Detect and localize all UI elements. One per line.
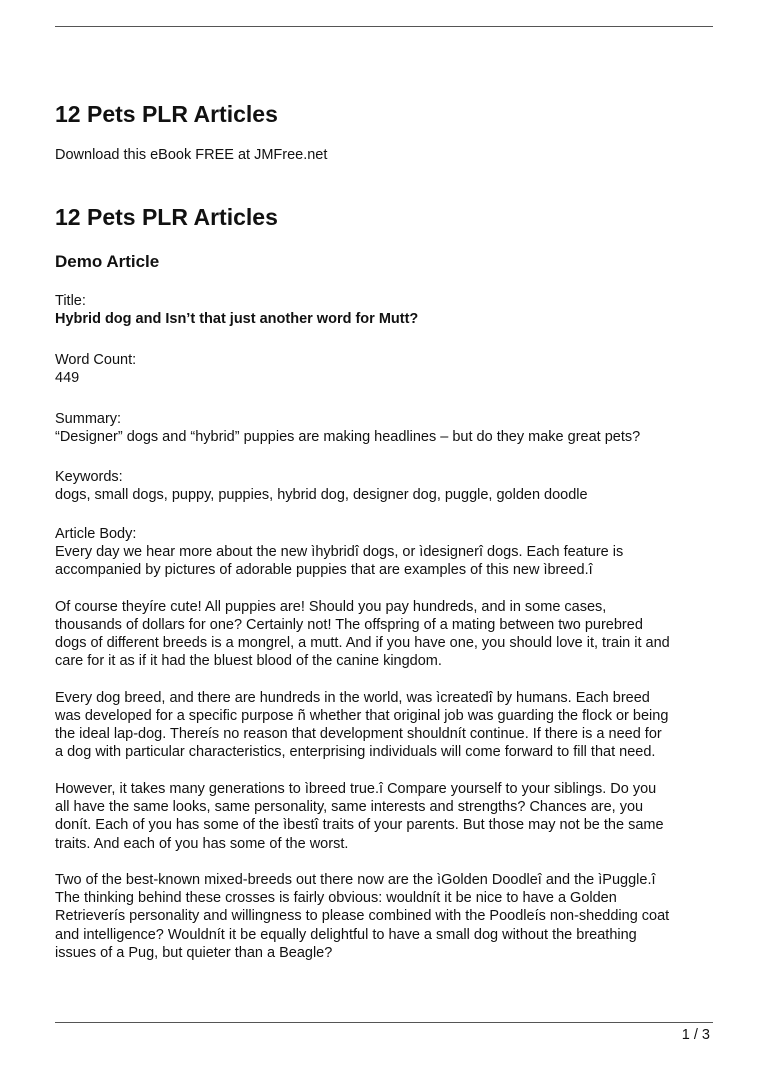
body-line: donít. Each of you has some of the ìbestî traits of your parents. But those may not be the same — [55, 817, 664, 834]
body-line: Two of the best-known mixed-breeds out there now are the ìGolden Doodleî and the ìPuggle.î — [55, 872, 656, 889]
body-line: accompanied by pictures of adorable puppies that are examples of this new ìbreed.î — [55, 562, 593, 579]
summary-value: “Designer” dogs and “hybrid” puppies are making headlines – but do they make great pets? — [55, 429, 641, 445]
body-line: was developed for a specific purpose ñ whether that original job was guarding the flock or being — [55, 708, 669, 725]
section-title: 12 Pets PLR Articles — [55, 204, 278, 230]
download-note: Download this eBook FREE at JMFree.net — [55, 147, 328, 163]
body-line: Of course theyíre cute! All puppies are! Should you pay hundreds, and in some cases, — [55, 598, 607, 615]
article-body — [55, 543, 723, 980]
word-count-label: Word Count: — [55, 352, 137, 368]
body-line: traits. And each of you has some of the worst. — [55, 835, 349, 852]
body-line: a dog with particular characteristics, enterprising individuals will come forward to fill that need. — [55, 744, 656, 761]
article-body-label: Article Body: — [55, 526, 137, 542]
body-line: the ideal lap-dog. Thereís no reason that development shouldnít continue. If there is a need for — [55, 726, 662, 743]
body-line: Retrieverís personality and willingness to please combined with the Poodleís non-shedding coat — [55, 908, 670, 925]
document-title: 12 Pets PLR Articles — [55, 101, 278, 127]
top-divider — [55, 26, 713, 27]
body-line: all have the same looks, same personality, same interests and strengths? Chances are, you — [55, 799, 644, 816]
title-label: Title: — [55, 293, 86, 309]
body-paragraph-4 — [55, 780, 723, 853]
body-line: and intelligence? Wouldnít it be equally delightful to have a small dog without the breathing — [55, 926, 637, 943]
body-paragraph-3 — [55, 689, 723, 762]
body-line: dogs of different breeds is a mongrel, a mutt. And if you have one, you should love it, train it and — [55, 635, 670, 652]
body-line: issues of a Pug, but quieter than a Beagle? — [55, 944, 333, 961]
body-paragraph-5 — [55, 871, 723, 962]
body-paragraph-2 — [55, 598, 723, 671]
page-number: 1 / 3 — [681, 1027, 710, 1043]
keywords-value: dogs, small dogs, puppy, puppies, hybrid dog, designer dog, puggle, golden doodle — [55, 487, 588, 503]
body-line: thousands of dollars for one? Certainly not! The offspring of a mating between two purebred — [55, 616, 643, 633]
body-line: However, it takes many generations to ìbreed true.î Compare yourself to your siblings. Do you — [55, 780, 657, 797]
body-line: Every day we hear more about the new ìhybridî dogs, or ìdesignerî dogs. Each feature is — [55, 544, 624, 560]
body-paragraph-1 — [55, 543, 723, 579]
title-value: Hybrid dog and Isn’t that just another word for Mutt? — [55, 311, 419, 327]
body-line: care for it as if it had the bluest blood of the canine kingdom. — [55, 653, 442, 670]
body-line: The thinking behind these crosses is fairly obvious: wouldnít it be nice to have a Golden — [55, 890, 617, 907]
bottom-divider — [55, 1022, 713, 1023]
keywords-label: Keywords: — [55, 469, 123, 485]
body-line: Every dog breed, and there are hundreds in the world, was ìcreatedî by humans. Each breed — [55, 689, 650, 706]
summary-label: Summary: — [55, 411, 122, 427]
word-count-value: 449 — [55, 370, 80, 386]
demo-article-heading: Demo Article — [55, 252, 160, 271]
